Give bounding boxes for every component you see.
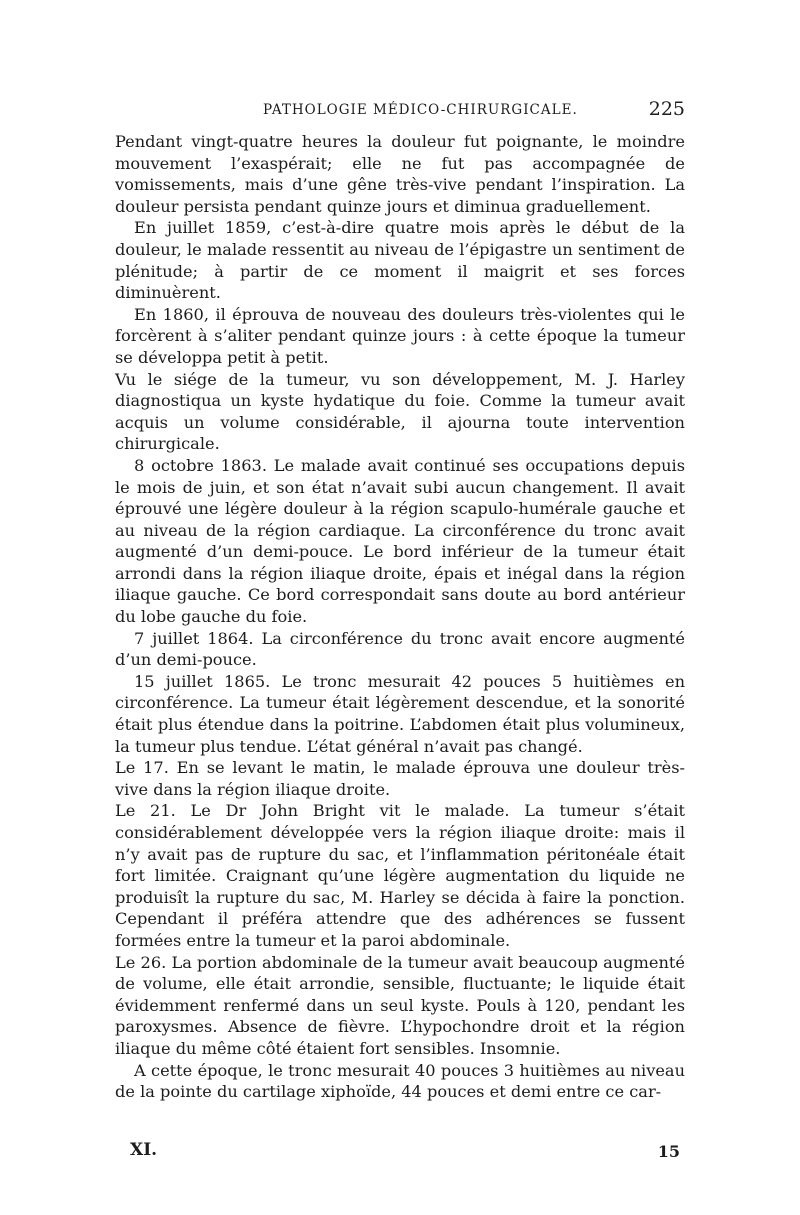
page-footer (130, 1140, 680, 1166)
paragraph: Vu le siége de la tumeur, vu son développement, M. J. Harley diagnostiqua un kyste hydatique du foie. Comme la tumeur avait acquis un volume considérable, il ajourna toute intervention chirurgicale. (115, 369, 685, 454)
paragraph: Pendant vingt-quatre heures la douleur fut poignante, le moindre mouvement l’exaspérait; elle ne fut pas accompagnée de vomissements, mais d’une gêne très-vive pendant l’inspiration. La douleur persista pendant quinze jours et diminua graduellement. (115, 132, 685, 216)
paragraph: En 1860, il éprouva de nouveau des douleurs très-violentes qui le forcèrent à s’aliter pendant quinze jours : à cette époque la tumeur se développa petit à petit. (115, 304, 685, 367)
paragraph: Le 17. En se levant le matin, le malade éprouva une douleur très-vive dans la région iliaque droite. (115, 758, 685, 799)
paragraph: Le 21. Le Dr John Bright vit le malade. La tumeur s’était considérablement développée vers la région iliaque droite: mais il n’y avait pas de rupture du sac, et l’inflammation péritonéale était fort limitée. Craignant qu’une légère augmentation du liquide ne produisît la rupture du sac, M. Harley se décida à faire la ponction. Cependant il préféra attendre que des adhérences se fussent formées entre la tumeur et la paroi abdominale. (115, 801, 685, 950)
page-number: 225 (648, 98, 685, 120)
paragraph: 8 octobre 1863. Le malade avait continué ses occupations depuis le mois de juin, et son état n’avait subi aucun changement. Il avait éprouvé une légère douleur à la région scapulo-humérale gauche et au niveau de la région cardiaque. La circonférence du tronc avait augmenté d’un demi-pouce. Le bord inférieur de la tumeur était arrondi dans la région iliaque droite, épais et inégal dans la région iliaque gauche. Ce bord correspondait sans doute au bord antérieur du lobe gauche du foie. (115, 455, 685, 627)
paragraph: 15 juillet 1865. Le tronc mesurait 42 pouces 5 huitièmes en circonférence. La tumeur était légèrement descendue, et la sonorité était plus étendue dans la poitrine. L’abdomen était plus volumineux, la tumeur plus tendue. L’état général n’avait pas changé. (115, 671, 685, 756)
paragraph: En juillet 1859, c’est-à-dire quatre mois après le début de la douleur, le malade ressentit au niveau de l’épigastre un sentiment de plénitude; à partir de ce moment il maigrit et ses forces diminuèrent. (115, 218, 685, 303)
signature-mark: XI. (130, 1140, 158, 1160)
running-head (115, 98, 685, 128)
running-title: PATHOLOGIE MÉDICO-CHIRURGICALE. (263, 102, 578, 118)
paragraph: 7 juillet 1864. La circonférence du tronc avait encore augmenté d’un demi-pouce. (115, 628, 685, 670)
paragraph: Le 26. La portion abdominale de la tumeur avait beaucoup augmenté de volume, elle était arrondie, sensible, fluctuante; le liquide était évidemment renfermé dans un seul kyste. Pouls à 120, pendant les paroxysmes. Absence de fièvre. L’hypochondre droit et la région iliaque du même côté étaient fort sensibles. Insomnie. (115, 952, 685, 1058)
sheet-number: 15 (657, 1142, 680, 1161)
body-text (115, 131, 685, 1103)
paragraph: A cette époque, le tronc mesurait 40 pouces 3 huitièmes au niveau de la pointe du cartilage xiphoïde, 44 pouces et demi entre ce car- (115, 1060, 685, 1102)
